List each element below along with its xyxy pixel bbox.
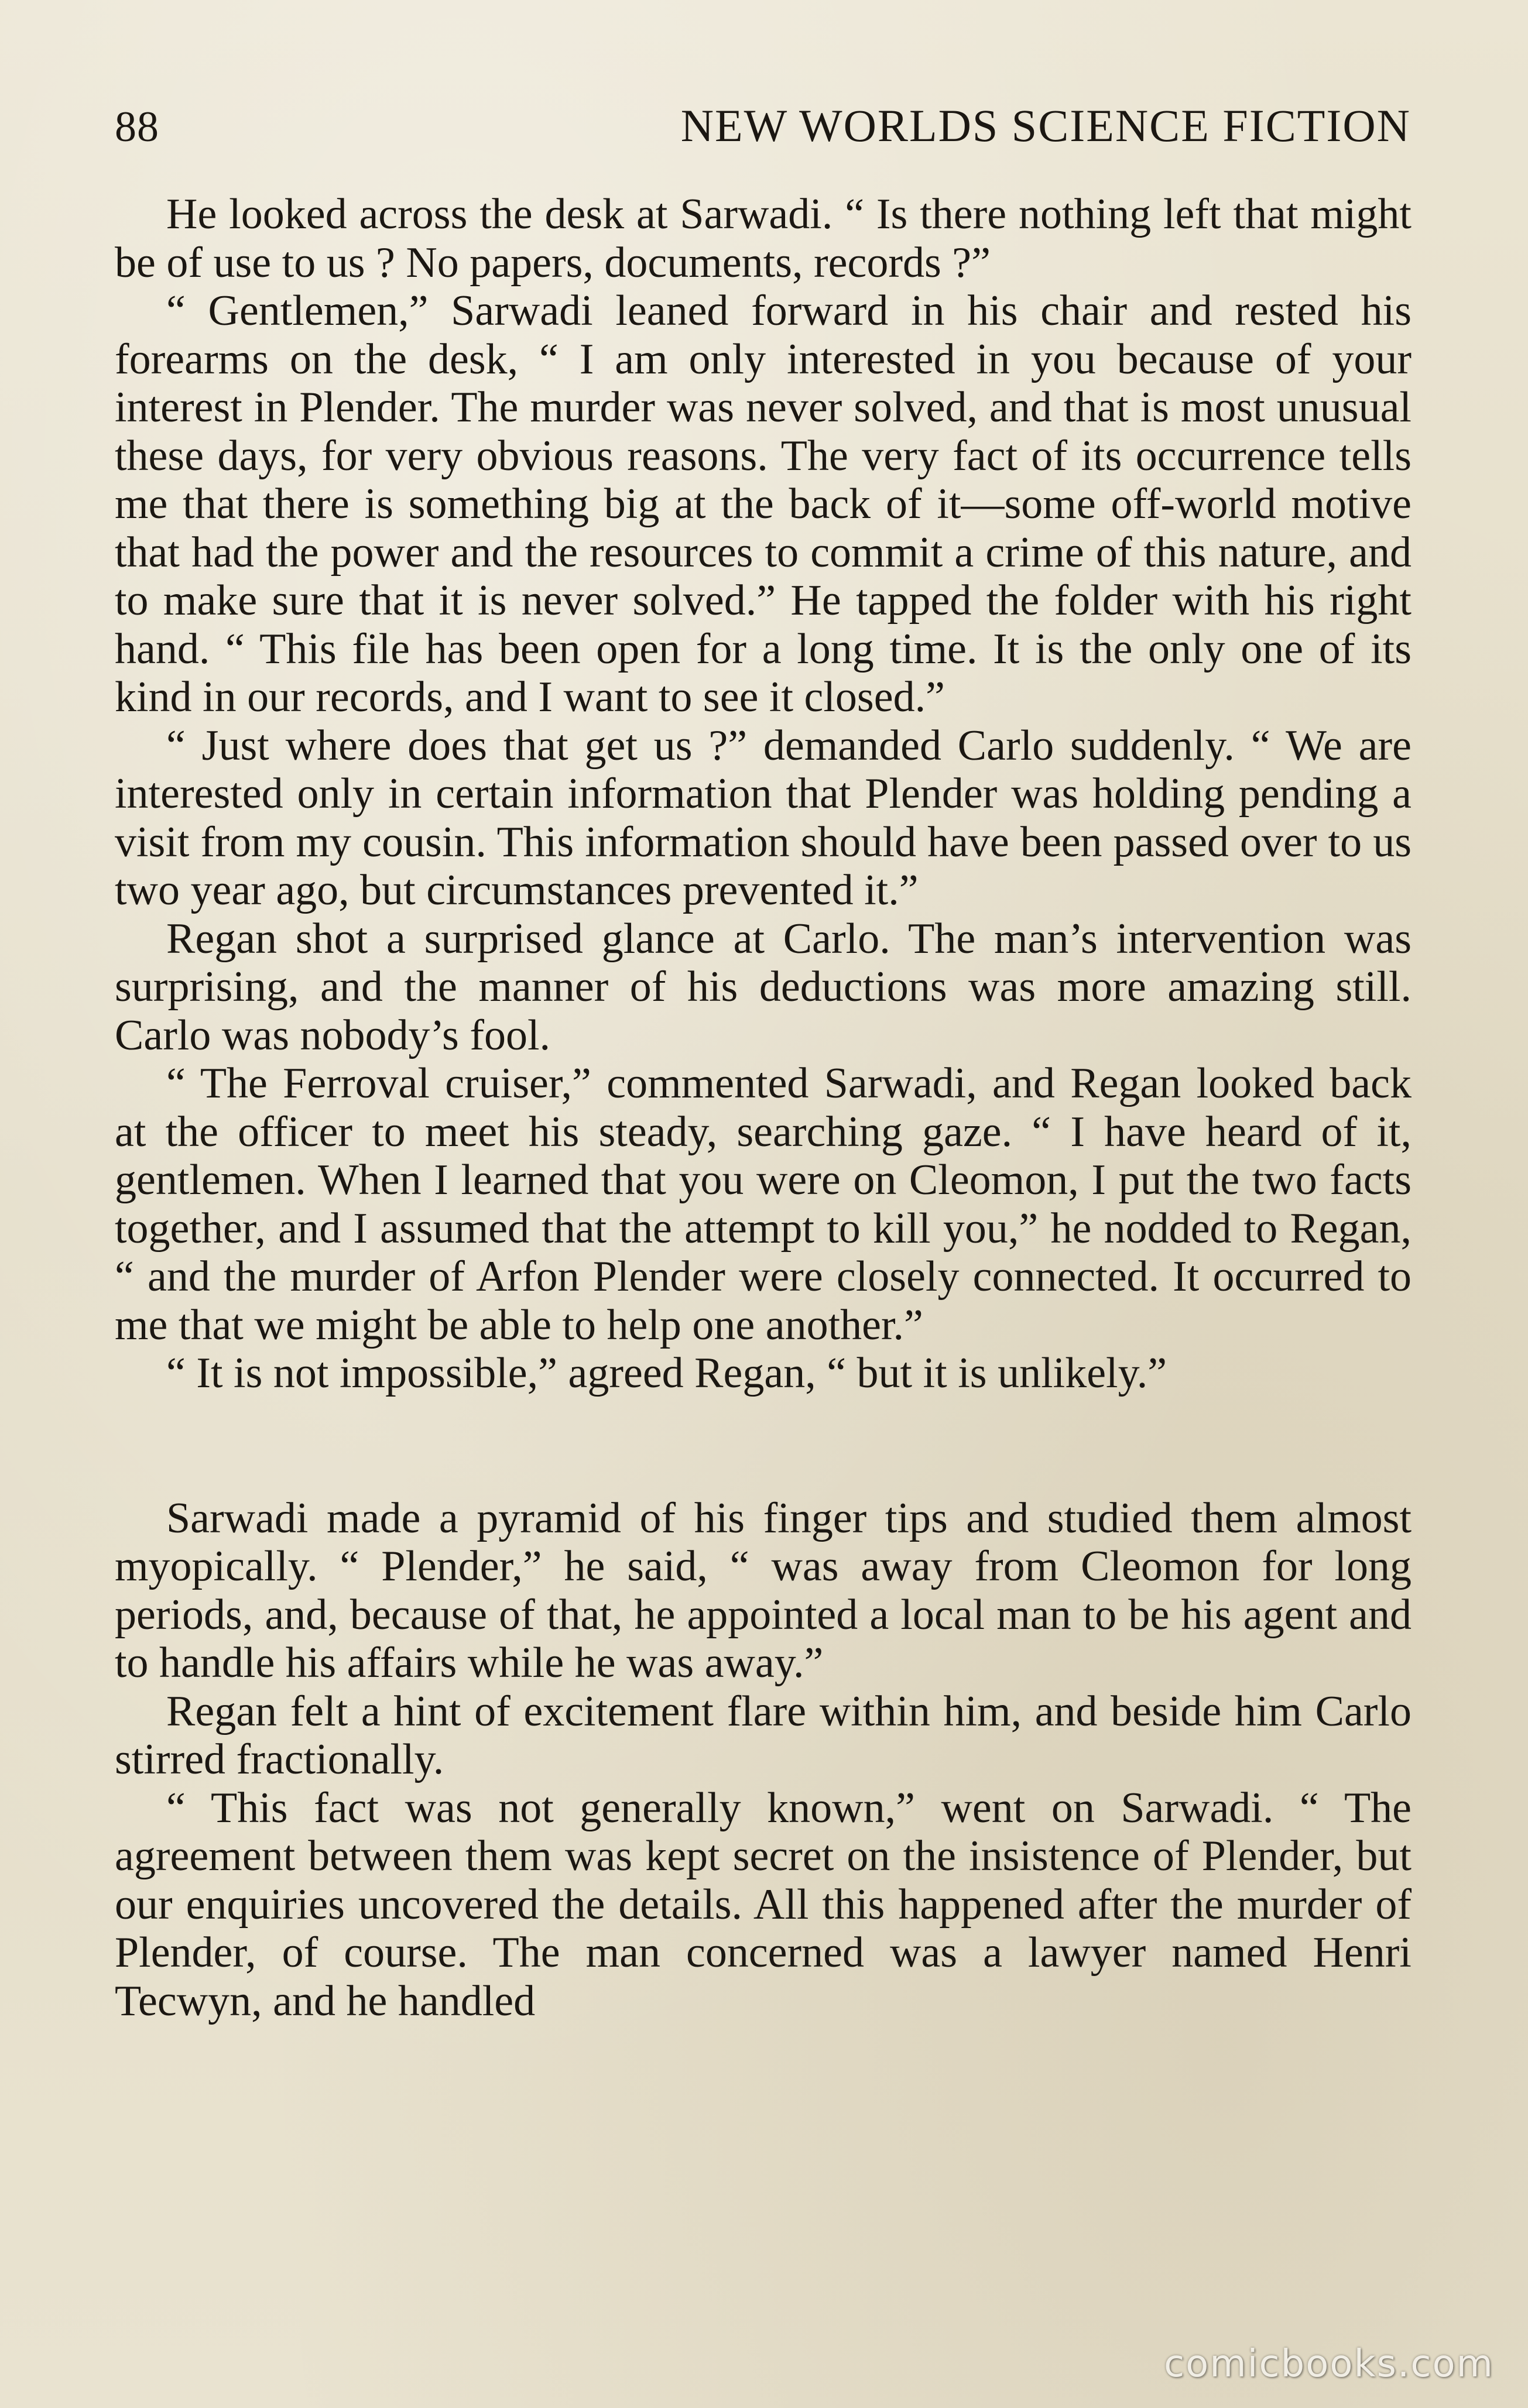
- paragraph: “ The Ferroval cruiser,” commented Sarwadi, and Regan looked back at the officer to meet his steady, searching gaze. “ I have heard of it, gentlemen. When I learned that you were on Cleomon, I put the two facts together, and I assumed that the attempt to kill you,” he nodded to Regan, “ and the murder of Arfon Plender were closely connected. It occurred to me that we might be able to help one another.”: [115, 1059, 1411, 1349]
- page-header: [115, 100, 1411, 152]
- paragraph: Regan felt a hint of excitement flare within him, and beside him Carlo stirred fractionally.: [115, 1687, 1411, 1783]
- paragraph: “ This fact was not generally known,” went on Sarwadi. “ The agreement between them was kept secret on the insistence of Plender, but our enquiries uncovered the details. All this happened after the murder of Plender, of course. The man concerned was a lawyer named Henri Tecwyn, and he handled: [115, 1783, 1411, 2025]
- paragraph: “ Just where does that get us ?” demanded Carlo suddenly. “ We are interested only in certain information that Plender was holding pending a visit from my cousin. This information should have been passed over to us two year ago, but circumstances prevented it.”: [115, 721, 1411, 914]
- body-text: [115, 190, 1411, 2025]
- paragraph: Regan shot a surprised glance at Carlo. The man’s intervention was surprising, and the manner of his deductions was more amazing still. Carlo was nobody’s fool.: [115, 914, 1411, 1059]
- paragraph: Sarwadi made a pyramid of his finger tips and studied them almost myopically. “ Plender,” he said, “ was away from Cleomon for long periods, and, because of that, he appointed a local man to be his agent and to handle his affairs while he was away.”: [115, 1494, 1411, 1687]
- page-number: 88: [115, 103, 159, 151]
- paragraph: He looked across the desk at Sarwadi. “ Is there nothing left that might be of use to us ? No papers, documents, records ?”: [115, 190, 1411, 287]
- paragraph: “ Gentlemen,” Sarwadi leaned forward in his chair and rested his forearms on the desk, “ I am only interested in you because of your interest in Plender. The murder was never solved, and that is most unusual these days, for very obvious reasons. The very fact of its occurrence tells me that there is something big at the back of it—some off-world motive that had the power and the resources to commit a crime of this nature, and to make sure that it is never solved.” He tapped the folder with his right hand. “ This file has been open for a long time. It is the only one of its kind in our records, and I want to see it closed.”: [115, 287, 1411, 721]
- paragraph: “ It is not impossible,” agreed Regan, “ but it is unlikely.”: [166, 1349, 1167, 1397]
- section-break: [115, 1398, 1411, 1494]
- running-title: NEW WORLDS SCIENCE FICTION: [680, 100, 1411, 151]
- watermark: comicbooks.com: [1163, 2342, 1494, 2386]
